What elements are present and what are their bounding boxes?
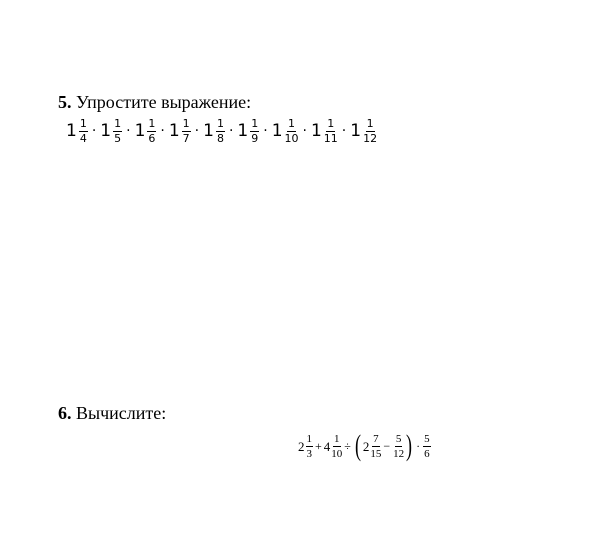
numerator: 1 xyxy=(182,116,190,130)
denominator: 10 xyxy=(331,447,343,460)
numerator: 1 xyxy=(327,116,335,130)
numerator: 1 xyxy=(148,116,156,130)
fraction xyxy=(370,433,381,460)
denominator: 15 xyxy=(370,447,382,460)
mixed-number xyxy=(169,118,191,145)
multiplication-dot: · xyxy=(228,123,234,139)
denominator: 5 xyxy=(114,131,122,145)
fraction xyxy=(324,118,338,145)
multiplication-dot: · xyxy=(91,123,97,139)
whole-part: 1 xyxy=(134,120,146,141)
problem-5-instruction: Упростите выражение: xyxy=(71,92,252,112)
multiplication-dot: · xyxy=(194,123,200,139)
fraction xyxy=(216,118,225,145)
fraction xyxy=(363,118,377,145)
fraction xyxy=(250,118,259,145)
whole-part: 1 xyxy=(310,120,322,141)
multiplication-dot: · xyxy=(341,123,347,139)
denominator: 11 xyxy=(323,131,338,145)
numerator: 1 xyxy=(366,116,374,130)
multiplication-dot: · xyxy=(302,123,307,139)
denominator: 4 xyxy=(79,131,87,145)
fraction xyxy=(331,433,342,460)
whole-part: 1 xyxy=(350,120,362,141)
fraction xyxy=(79,118,88,145)
numerator: 1 xyxy=(334,432,340,445)
problem-6-instruction: Вычислите: xyxy=(71,403,167,423)
left-parenthesis: ( xyxy=(354,429,361,462)
problem-5-heading xyxy=(58,92,251,112)
numerator: 1 xyxy=(288,116,296,130)
problem-5-expression xyxy=(66,112,377,150)
denominator: 3 xyxy=(306,447,312,460)
mixed-number xyxy=(135,118,157,145)
mixed-number xyxy=(100,118,122,145)
denominator: 6 xyxy=(424,447,430,460)
mixed-number xyxy=(272,118,299,145)
whole-part: 1 xyxy=(237,120,249,141)
denominator: 10 xyxy=(284,131,299,145)
denominator: 9 xyxy=(251,131,259,145)
problem-6-number: 6. xyxy=(58,403,72,423)
numerator: 1 xyxy=(216,116,224,130)
mixed-number xyxy=(66,118,88,145)
minus-sign: − xyxy=(383,438,391,453)
numerator: 5 xyxy=(424,432,430,445)
problem-6-expression xyxy=(298,427,431,465)
whole-part: 2 xyxy=(298,438,305,454)
mixed-number-c xyxy=(363,433,382,460)
mixed-number xyxy=(311,118,338,145)
multiplication-dot: · xyxy=(416,438,421,453)
denominator: 6 xyxy=(148,131,156,145)
numerator: 1 xyxy=(306,432,312,445)
whole-part: 1 xyxy=(168,120,180,141)
problem-6-heading xyxy=(58,403,166,423)
mixed-number-b xyxy=(324,433,343,460)
fraction xyxy=(182,118,191,145)
right-parenthesis: ) xyxy=(406,429,413,462)
multiplication-dot: · xyxy=(126,123,131,139)
problem-5-number: 5. xyxy=(58,92,72,112)
mixed-number xyxy=(350,118,377,145)
fraction xyxy=(285,118,299,145)
mixed-number-a xyxy=(298,433,313,460)
fraction xyxy=(306,433,314,460)
multiplication-dot: · xyxy=(263,123,268,139)
numerator: 7 xyxy=(373,432,379,445)
whole-part: 1 xyxy=(203,120,214,141)
denominator: 8 xyxy=(216,131,224,145)
division-sign: ÷ xyxy=(344,438,351,453)
whole-part: 1 xyxy=(271,120,283,141)
whole-part: 4 xyxy=(323,438,331,454)
denominator: 12 xyxy=(393,447,405,460)
fraction-e xyxy=(423,433,431,460)
numerator: 1 xyxy=(114,116,122,130)
mixed-number xyxy=(203,118,225,145)
numerator: 5 xyxy=(395,432,402,445)
denominator: 7 xyxy=(182,131,190,145)
fraction-d xyxy=(393,433,404,460)
denominator: 12 xyxy=(363,131,378,145)
fraction xyxy=(113,118,122,145)
whole-part: 2 xyxy=(362,438,370,454)
whole-part: 1 xyxy=(66,120,77,141)
multiplication-dot: · xyxy=(160,123,165,139)
fraction xyxy=(147,118,156,145)
plus-sign: + xyxy=(315,438,322,453)
whole-part: 1 xyxy=(100,120,112,141)
numerator: 1 xyxy=(251,116,259,130)
numerator: 1 xyxy=(79,116,87,130)
mixed-number xyxy=(237,118,259,145)
